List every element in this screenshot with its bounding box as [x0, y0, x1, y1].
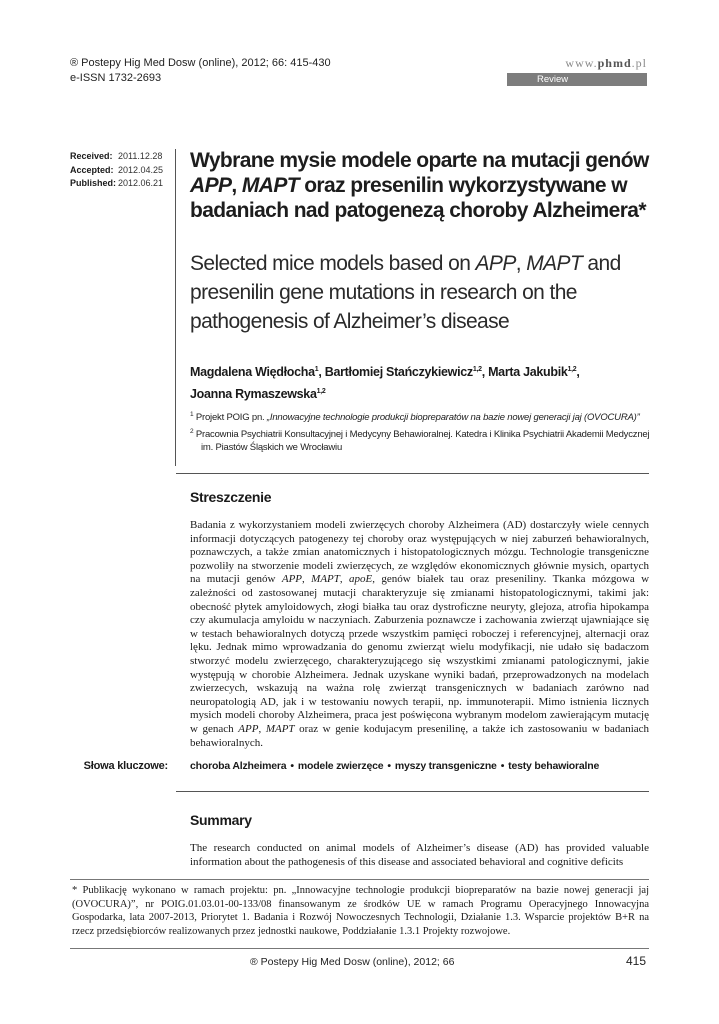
journal-citation: ® Postepy Hig Med Dosw (online), 2012; 66: 415-430: [70, 57, 331, 69]
article-type-badge: Review: [507, 73, 647, 86]
site-link[interactable]: [507, 56, 647, 71]
abstract-text: ,: [339, 573, 350, 586]
date-label: Received:: [70, 151, 113, 161]
affiliation-number: 2: [190, 427, 194, 435]
author-name: Joanna Rymaszewska: [190, 387, 317, 402]
section-divider: [176, 791, 649, 792]
affiliations: [190, 408, 660, 455]
title-text: Wybrane mysie modele oparte na mutacji genów: [190, 149, 649, 172]
keyword: modele zwierzęce: [297, 760, 384, 772]
date-value: 2011.12.28: [118, 151, 163, 161]
title-polish: [190, 148, 660, 223]
keyword-bullet: •: [387, 760, 391, 772]
author-affiliation-ref: 1: [314, 366, 319, 373]
summary-body: The research conducted on animal models of Alzheimer’s disease (AD) has provided valuable information about the pathogenesis of this disease and associated behavioral and cognitive deficits: [190, 842, 649, 868]
footer-divider: [70, 948, 649, 949]
abstract-text: ,: [302, 573, 312, 586]
keywords-label: Słowa kluczowe:: [83, 760, 168, 772]
author: [190, 365, 325, 379]
title-gene: APP: [475, 252, 516, 275]
abstract-text: ,: [258, 722, 266, 735]
site-prefix: www.: [565, 56, 598, 70]
footer-citation: ® Postepy Hig Med Dosw (online), 2012; 66: [250, 956, 455, 968]
summary-heading: Summary: [190, 812, 252, 828]
date-value: 2012.04.25: [118, 164, 164, 175]
abstract-heading: Streszczenie: [190, 489, 272, 505]
date-accepted: [70, 164, 163, 178]
gene-name: APP: [281, 573, 303, 586]
affiliation-project-name: „Innowacyjne technologie produkcji biopreparatów na bazie nowej generacji jaj (OVOCURA)”: [266, 412, 640, 424]
issn: e-ISSN 1732-2693: [70, 72, 162, 84]
title-gene: MAPT: [241, 174, 299, 197]
site-name: phmd: [597, 56, 632, 70]
keyword-bullet: •: [290, 760, 294, 772]
journal-header: [70, 56, 331, 86]
author-separator: ,: [576, 365, 580, 380]
abstract-body: [190, 519, 649, 750]
gene-name: APP: [238, 722, 259, 735]
funding-footnote: * Publikację wykonano w ramach projektu: pn. „Innowacyjne technologie produkcji biopreparatów na bazie nowej generacji jaj (OVOCURA)”, nr POIG.01.03.01-00-133/08 finansowanym ze środków UE w ramach Programu Operacyjnego Innowacyjna Gospodarka, lata 2007-2013, Priorytet 1. Badania i Rozwój Nowoczesnych Technologii, Działanie 1.3. Wsparcie projektów B+R na rzecz przedsiębiorców realizowanych przez jednostki naukowe, Poddziałanie 1.3.1 Projekty rozwojowe.: [72, 885, 649, 937]
gene-name: MAPT: [265, 722, 295, 735]
keyword-bullet: •: [500, 760, 505, 772]
vertical-divider: [175, 149, 176, 466]
abstract-text: , genów białek tau oraz preseniliny. Tkanka mózgowa w zależności od zastosowanej mutacji charakteryzuje się zmianami histopatologicznymi, takimi jak: obecność płytek amyloidowych, złogi białka tau oraz dystroficzne neuryty, glejoza, atrofia hipokampa czy akumulacja amyloidu w naczyniach. Zaburzenia poznawcze i zachowania zwierząt ujawniające się w testach behawioralnych dotyczą przede wszystkim pamięci roboczej i referencyjnej, alternacji oraz lęku. Jednak mimo wprowadzania do genomu zwierząt wielu modyfikacji, nie udało się badaczom stworzyć modelu zwierzęcego, charakteryzującego się wszystkimi zmianami patologicznymi, jakie występują w chorobie Alzheimera. Jednak uzyskane wyniki badań, przeprowadzonych na modelach zwierzecych, wskazują na ważna rolę zwierząt transgenicznych w badaniach zarówno nad neuropatologią AD, jak i w testowaniu nowych terapii, np. immunoterapii. Mimo istnienia licznych mysich modeli choroby Alzheimera, praca jest poświęcona wybranym modelom zawierającym mutację w genach: [190, 573, 650, 735]
keywords-list: [190, 760, 660, 772]
author: [488, 365, 580, 379]
footnote-divider: [70, 879, 649, 880]
author-name: Bartłomiej Stańczykiewicz: [324, 365, 473, 380]
affiliation-1: [190, 408, 660, 425]
affiliation-number: 1: [190, 411, 194, 418]
title-gene: MAPT: [526, 252, 583, 275]
author-affiliation-ref: 1,2: [316, 388, 326, 396]
author: [190, 387, 325, 401]
page-number: 415: [626, 954, 647, 968]
author-affiliation-ref: 1,2: [472, 366, 482, 373]
keyword: testy behawioralne: [508, 760, 600, 772]
title-text: Selected mice models based on: [190, 252, 476, 275]
affiliation-2: [190, 425, 660, 442]
gene-name: MAPT: [311, 573, 340, 586]
author-separator: ,: [481, 365, 489, 380]
abstract-text: Badania z wykorzystaniem modeli zwierzęcych choroby Alzheimera (AD) dostarczyły wiele cennych informacji dotyczących patogenezy tej choroby oraz występujących w niej zaburzeń behawioralnych, poznawczych, a także zmian anatomicznych i histopatologicznych mózgu. Technologie transgeniczne pozwoliły na stworzenie modeli zwierzęcych, ze względów ekonomicznych głównie mysich, opartych na mutacji genów: [190, 519, 649, 586]
section-divider: [176, 473, 649, 474]
abstract-text: oraz w genie kodujacym presenilinę, a także ich zastosowaniu w badaniach behawioralnych.: [190, 722, 650, 749]
affiliation-text: Pracownia Psychiatrii Konsultacyjnej i Medycyny Behawioralnej. Katedra i Klinika Psychiatrii Akademii Medycznej: [193, 428, 650, 440]
date-label: Published:: [70, 178, 117, 188]
gene-name: apoE: [349, 573, 373, 586]
date-published: [70, 177, 163, 191]
author-separator: ,: [318, 365, 325, 380]
author-affiliation-ref: 1,2: [567, 366, 577, 373]
author: [325, 365, 488, 379]
keyword: choroba Alzheimera: [190, 760, 287, 772]
author-name: Marta Jakubik: [488, 365, 568, 380]
affiliation-text: Projekt POIG pn.: [193, 412, 267, 424]
keyword: myszy transgeniczne: [394, 760, 497, 772]
title-text: and presenilin gene mutations in research on the pathogenesis of Alzheimer’s disease: [190, 252, 621, 333]
date-value: 2012.06.21: [118, 178, 164, 188]
title-text: ,: [515, 252, 527, 275]
site-suffix: .pl: [631, 56, 647, 70]
title-text: oraz presenilin wykorzystywane w badaniach nad patogenezą choroby Alzheimera*: [190, 174, 646, 222]
affiliation-2-continued: im. Piastów Śląskich we Wrocławiu: [201, 442, 343, 454]
author-list: [190, 360, 660, 404]
article-dates: [70, 150, 163, 191]
date-label: Accepted:: [70, 164, 114, 175]
title-english: [190, 249, 660, 336]
title-gene: APP: [190, 174, 232, 197]
site-header: [507, 56, 647, 86]
date-received: [70, 150, 163, 164]
title-text: ,: [231, 174, 242, 197]
author-name: Magdalena Więdłocha: [190, 365, 315, 380]
